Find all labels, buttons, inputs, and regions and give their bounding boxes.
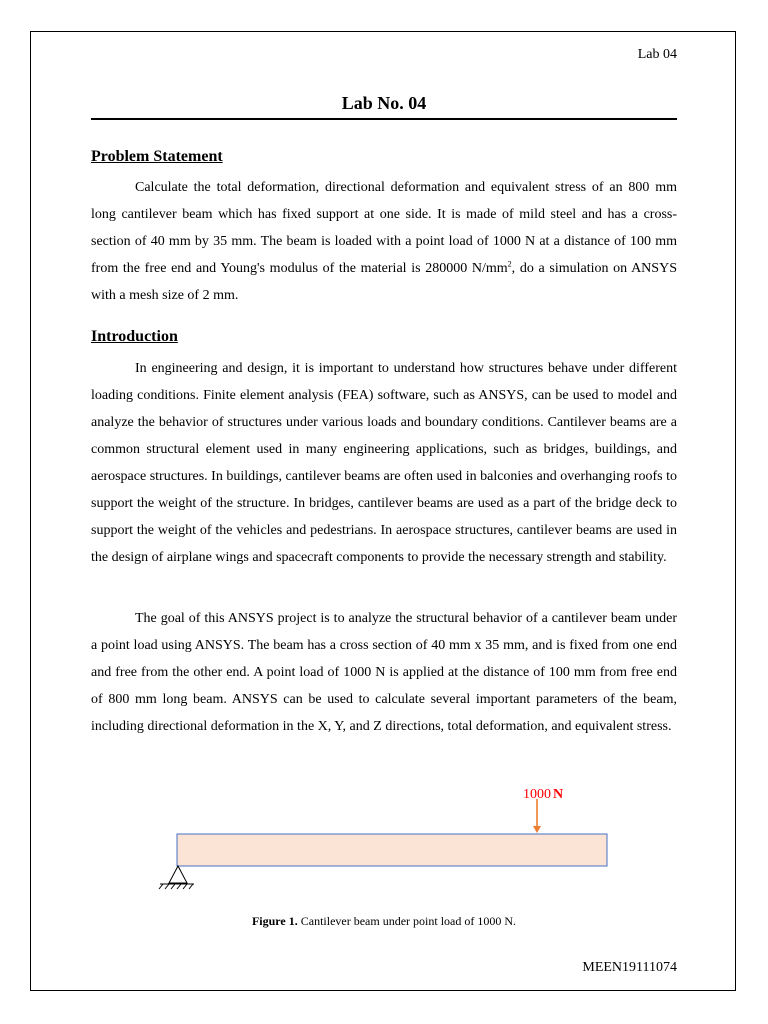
superscript-squared: 2 <box>507 259 512 269</box>
page-footer-student-id: MEEN19111074 <box>582 960 677 975</box>
figure-caption-text: Cantilever beam under point load of 1000 N. <box>297 914 517 928</box>
introduction-paragraph-1: In engineering and design, it is important to understand how structures behave under different loading conditions. Finite element analysis (FEA) software, such as ANSYS, can be used to model and analyze the behavior of structures under various loads and boundary conditions. Cantilever beams are a common structural element used in many engineering applications, such as bridges, buildings, and aerospace structures. In buildings, cantilever beams are often used in balconies and overhanging roofs to support the weight of the structure. In bridges, cantilever beams are used as a part of the bridge deck to support the weight of the vehicles and pedestrians. In aerospace structures, cantilever beams are used in the design of airplane wings and spacecraft components to provide the necessary strength and stability. <box>91 361 677 565</box>
load-unit: N <box>553 787 564 802</box>
load-value: 1000 <box>523 787 551 802</box>
load-label <box>523 787 563 802</box>
load-arrow-head <box>533 826 541 833</box>
figure-caption <box>91 914 677 929</box>
ground-hatch-icon <box>159 884 194 889</box>
title-underline-rule <box>91 118 677 120</box>
introduction-paragraph-2: The goal of this ANSYS project is to analyze the structural behavior of a cantilever beam under a point load using ANSYS. The beam has a cross section of 40 mm x 35 mm, and is fixed from one end and free from the other end. A point load of 1000 N is applied at the distance of 100 mm from free end of 800 mm long beam. ANSYS can be used to calculate several important parameters of the beam, including directional deformation in the X, Y, and Z directions, total deformation, and equivalent stress. <box>91 611 677 734</box>
beam <box>177 834 607 866</box>
page-header-lab-label: Lab 04 <box>637 47 677 62</box>
introduction-heading: Introduction <box>91 328 178 345</box>
problem-statement-heading: Problem Statement <box>91 148 223 165</box>
problem-statement-text: Calculate the total deformation, directional deformation and equivalent stress of an 800 mm long cantilever beam which has fixed support at one side. It is made of mild steel and has a cross-section of 40 mm by 35 mm. The beam is loaded with a point load of 1000 N at a distance of 100 mm from the free end and Young's modulus of the material is 280000 N/mm <box>91 180 677 276</box>
problem-statement-text-end: , do a simulation on ANSYS with a mesh size of 2 mm. <box>91 261 677 303</box>
problem-statement-paragraph <box>91 174 677 309</box>
pin-support-icon <box>169 866 187 883</box>
figure-caption-label: Figure 1. <box>251 914 298 928</box>
cantilever-beam-figure <box>150 780 630 900</box>
document-title: Lab No. 04 <box>341 93 427 113</box>
